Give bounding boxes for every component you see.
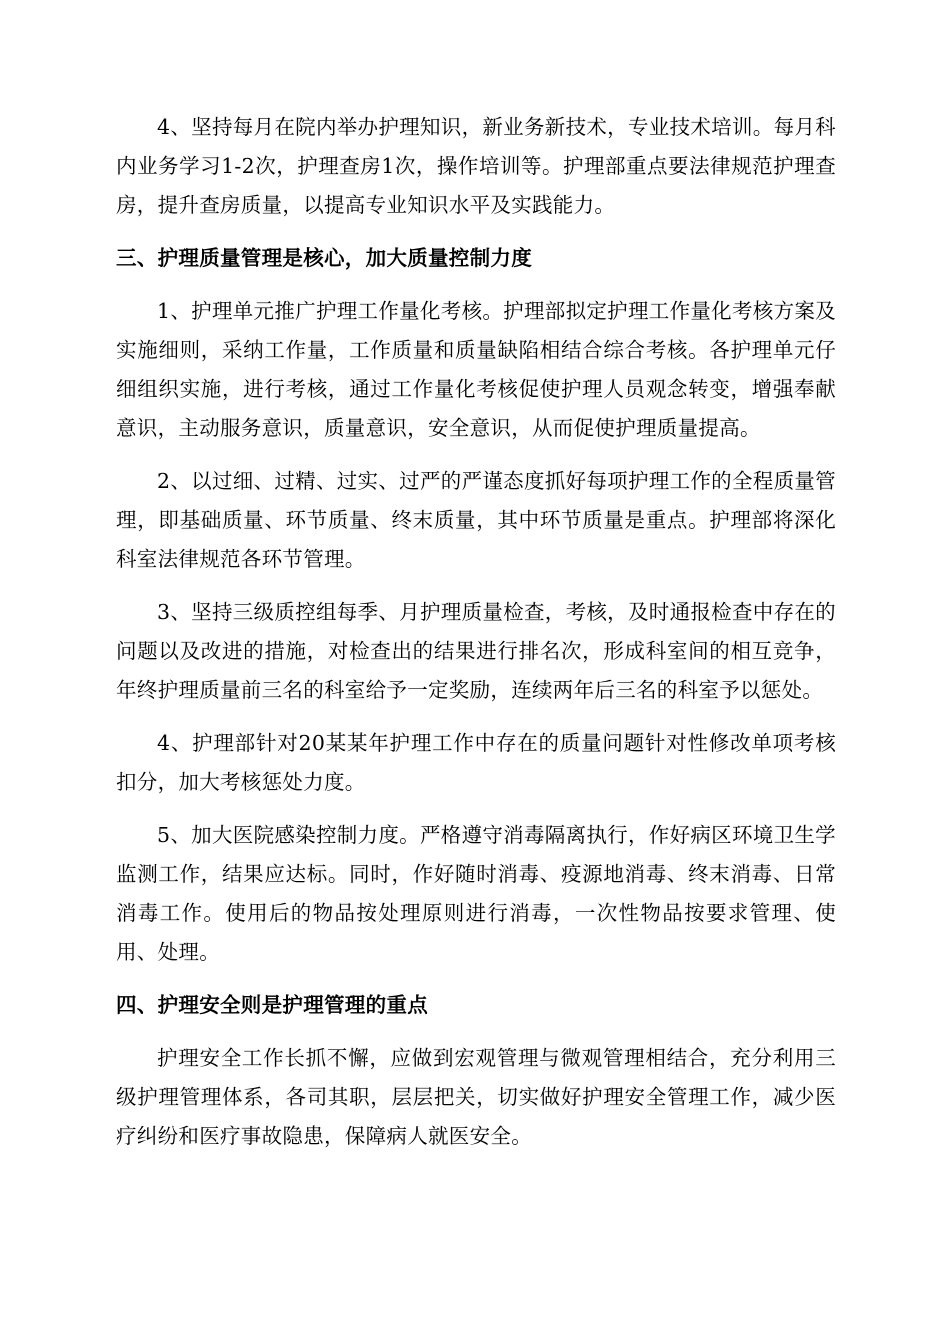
paragraph-infection-control: 5、加大医院感染控制力度。严格遵守消毒隔离执行，作好病区环境卫生学监测工作，结果应达标。同时，作好随时消毒、疫源地消毒、终末消毒、日常消毒工作。使用后的物品按处理原则进行消毒，一次性物品按要求管理、使用、处理。 (116, 823, 836, 964)
paragraph-assessment-deduction: 4、护理部针对20某某年护理工作中存在的质量问题针对性修改单项考核扣分，加大考核惩处力度。 (116, 731, 836, 794)
paragraph-training: 4、坚持每月在院内举办护理知识，新业务新技术，专业技术培训。每月科内业务学习1-2次，护理查房1次，操作培训等。护理部重点要法律规范护理查房，提升查房质量，以提高专业知识水平及实践能力。 (116, 115, 836, 217)
paragraph-quantified-assessment: 1、护理单元推广护理工作量化考核。护理部拟定护理工作量化考核方案及实施细则，采纳工作量，工作质量和质量缺陷相结合综合考核。各护理单元仔细组织实施，进行考核，通过工作量化考核促使护理人员观念转变，增强奉献意识，主动服务意识，质量意识，安全意识，从而促使护理质量提高。 (116, 299, 836, 440)
paragraph-process-quality: 2、以过细、过精、过实、过严的严谨态度抓好每项护理工作的全程质量管理，即基础质量、环节质量、终末质量，其中环节质量是重点。护理部将深化科室法律规范各环节管理。 (116, 469, 836, 571)
section-heading-safety: 四、护理安全则是护理管理的重点 (116, 993, 428, 1017)
document-body (116, 108, 836, 1156)
section-heading-quality: 三、护理质量管理是核心，加大质量控制力度 (116, 246, 532, 270)
paragraph-safety-management: 护理安全工作长抓不懈，应做到宏观管理与微观管理相结合，充分利用三级护理管理体系，各司其职，层层把关，切实做好护理安全管理工作，减少医疗纠纷和医疗事故隐患，保障病人就医安全。 (116, 1046, 836, 1148)
paragraph-three-level-control: 3、坚持三级质控组每季、月护理质量检查，考核，及时通报检查中存在的问题以及改进的措施，对检查出的结果进行排名次，形成科室间的相互竞争，年终护理质量前三名的科室给予一定奖励，连续两年后三名的科室予以惩处。 (116, 600, 836, 702)
